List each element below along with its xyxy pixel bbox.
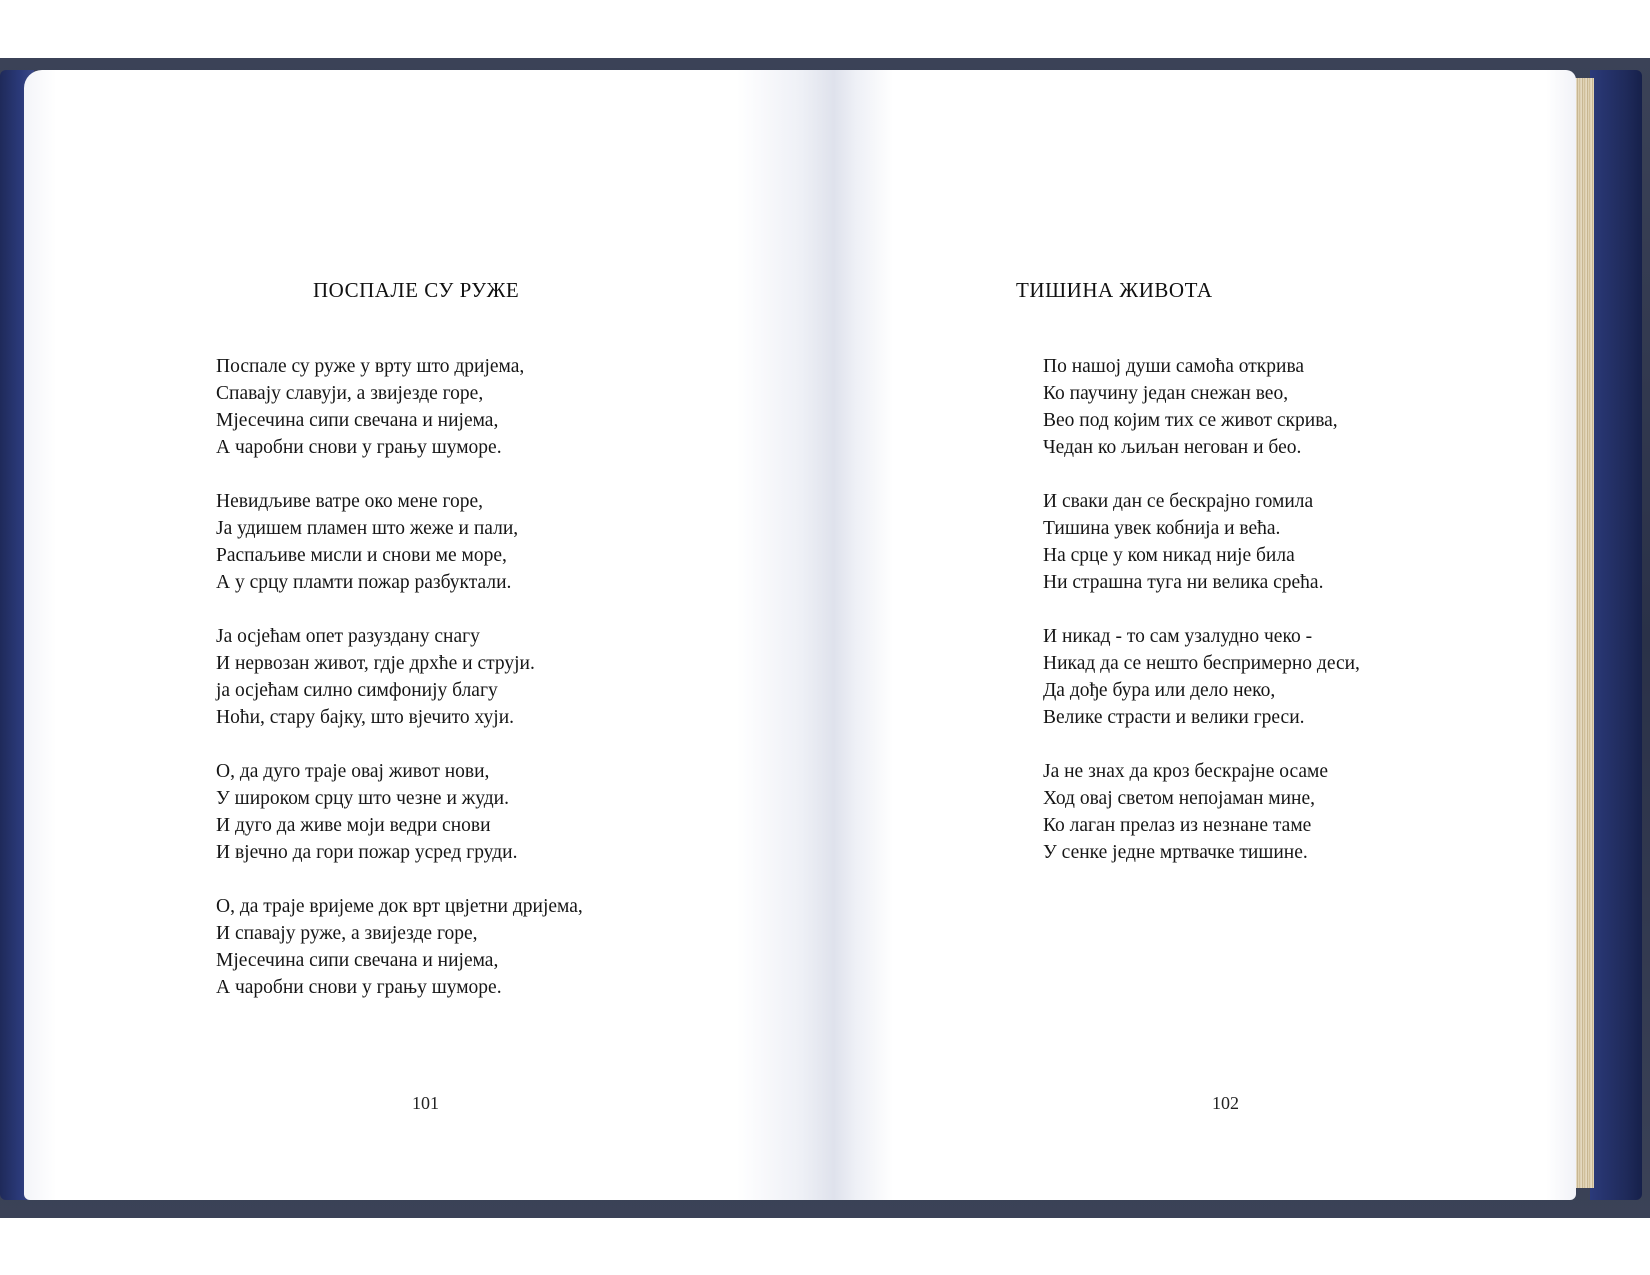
stanza: [216, 893, 583, 1001]
poem-line: О, да траје вријеме док врт цвјетни дријема,: [216, 896, 583, 917]
poem-line: Невидљиве ватре око мене горе,: [216, 491, 484, 512]
poem-title: ПОСПАЛЕ СУ РУЖЕ: [313, 278, 520, 302]
poem-line: Ход овај светом непојаман мине,: [1043, 788, 1316, 809]
poem-line: По нашој души самоћа открива: [1043, 356, 1305, 377]
poem-line: Да дође бура или дело неко,: [1043, 680, 1276, 701]
poem-line: А у срцу пламти пожар разбуктали.: [216, 572, 512, 593]
right-page: [834, 70, 1576, 1200]
poem-line: Чедан ко љиљан негован и бео.: [1043, 437, 1302, 458]
poem-line: И дуго да живе моји ведри снови: [216, 815, 491, 836]
poem-line: На срце у ком никад није била: [1043, 545, 1295, 566]
poem-line: Никад да се нешто беспримерно деси,: [1043, 653, 1360, 674]
poem-line: О, да дуго траје овај живот нови,: [216, 761, 490, 782]
poem-line: И сваки дан се бескрајно гомила: [1043, 491, 1314, 512]
poem-line: И спавају руже, а звијезде горе,: [216, 923, 478, 944]
page-number: 101: [412, 1093, 439, 1113]
stanza: [216, 758, 583, 866]
poem-line: Ни страшна туга ни велика срећа.: [1043, 572, 1324, 593]
poem-body: [1043, 353, 1360, 893]
poem-line: Ја удишем пламен што жеже и пали,: [216, 518, 519, 539]
poem-line: ја осјећам силно симфонију благу: [216, 680, 498, 701]
poem-title: ТИШИНА ЖИВОТА: [1016, 278, 1213, 302]
poem-line: Ко паучину један снежан вео,: [1043, 383, 1289, 404]
stanza: [1043, 623, 1360, 731]
stanza: [216, 623, 583, 731]
stanza: [216, 488, 583, 596]
poem-body: [216, 353, 583, 1028]
page-number: 102: [1212, 1093, 1239, 1113]
poem-line: А чаробни снови у грању шуморе.: [216, 977, 502, 998]
stanza: [216, 353, 583, 461]
poem-line: Тишина увек кобнија и већа.: [1043, 518, 1281, 539]
poem-line: И никад - то сам узалудно чеко -: [1043, 626, 1313, 647]
poem-line: Мјесечина сипи свечана и нијема,: [216, 950, 499, 971]
poem-line: Ја не знах да кроз бескрајне осаме: [1043, 761, 1329, 782]
poem-line: Велике страсти и велики греси.: [1043, 707, 1305, 728]
poem-line: Ко лаган прелаз из незнане таме: [1043, 815, 1312, 836]
poem-line: Мјесечина сипи свечана и нијема,: [216, 410, 499, 431]
poem-line: У широком срцу што чезне и жуди.: [216, 788, 509, 809]
poem-line: Вео под којим тих се живот скрива,: [1043, 410, 1338, 431]
poem-line: И нервозан живот, гдје дрхће и струји.: [216, 653, 535, 674]
poem-line: Распаљиве мисли и снови ме море,: [216, 545, 507, 566]
stanza: [1043, 488, 1360, 596]
poem-line: Поспале су руже у врту што дријема,: [216, 356, 525, 377]
poem-line: А чаробни снови у грању шуморе.: [216, 437, 502, 458]
poem-line: Спавају славуји, а звијезде горе,: [216, 383, 484, 404]
poem-line: И вјечно да гори пожар усред груди.: [216, 842, 518, 863]
stanza: [1043, 353, 1360, 461]
book-cover-right: [1590, 70, 1642, 1200]
poem-line: Ноћи, стару бајку, што вјечито хуји.: [216, 707, 515, 728]
poem-line: У сенке једне мртвачке тишине.: [1043, 842, 1308, 863]
left-page: [24, 70, 834, 1200]
stanza: [1043, 758, 1360, 866]
poem-line: Ја осјећам опет разуздану снагу: [216, 626, 480, 647]
